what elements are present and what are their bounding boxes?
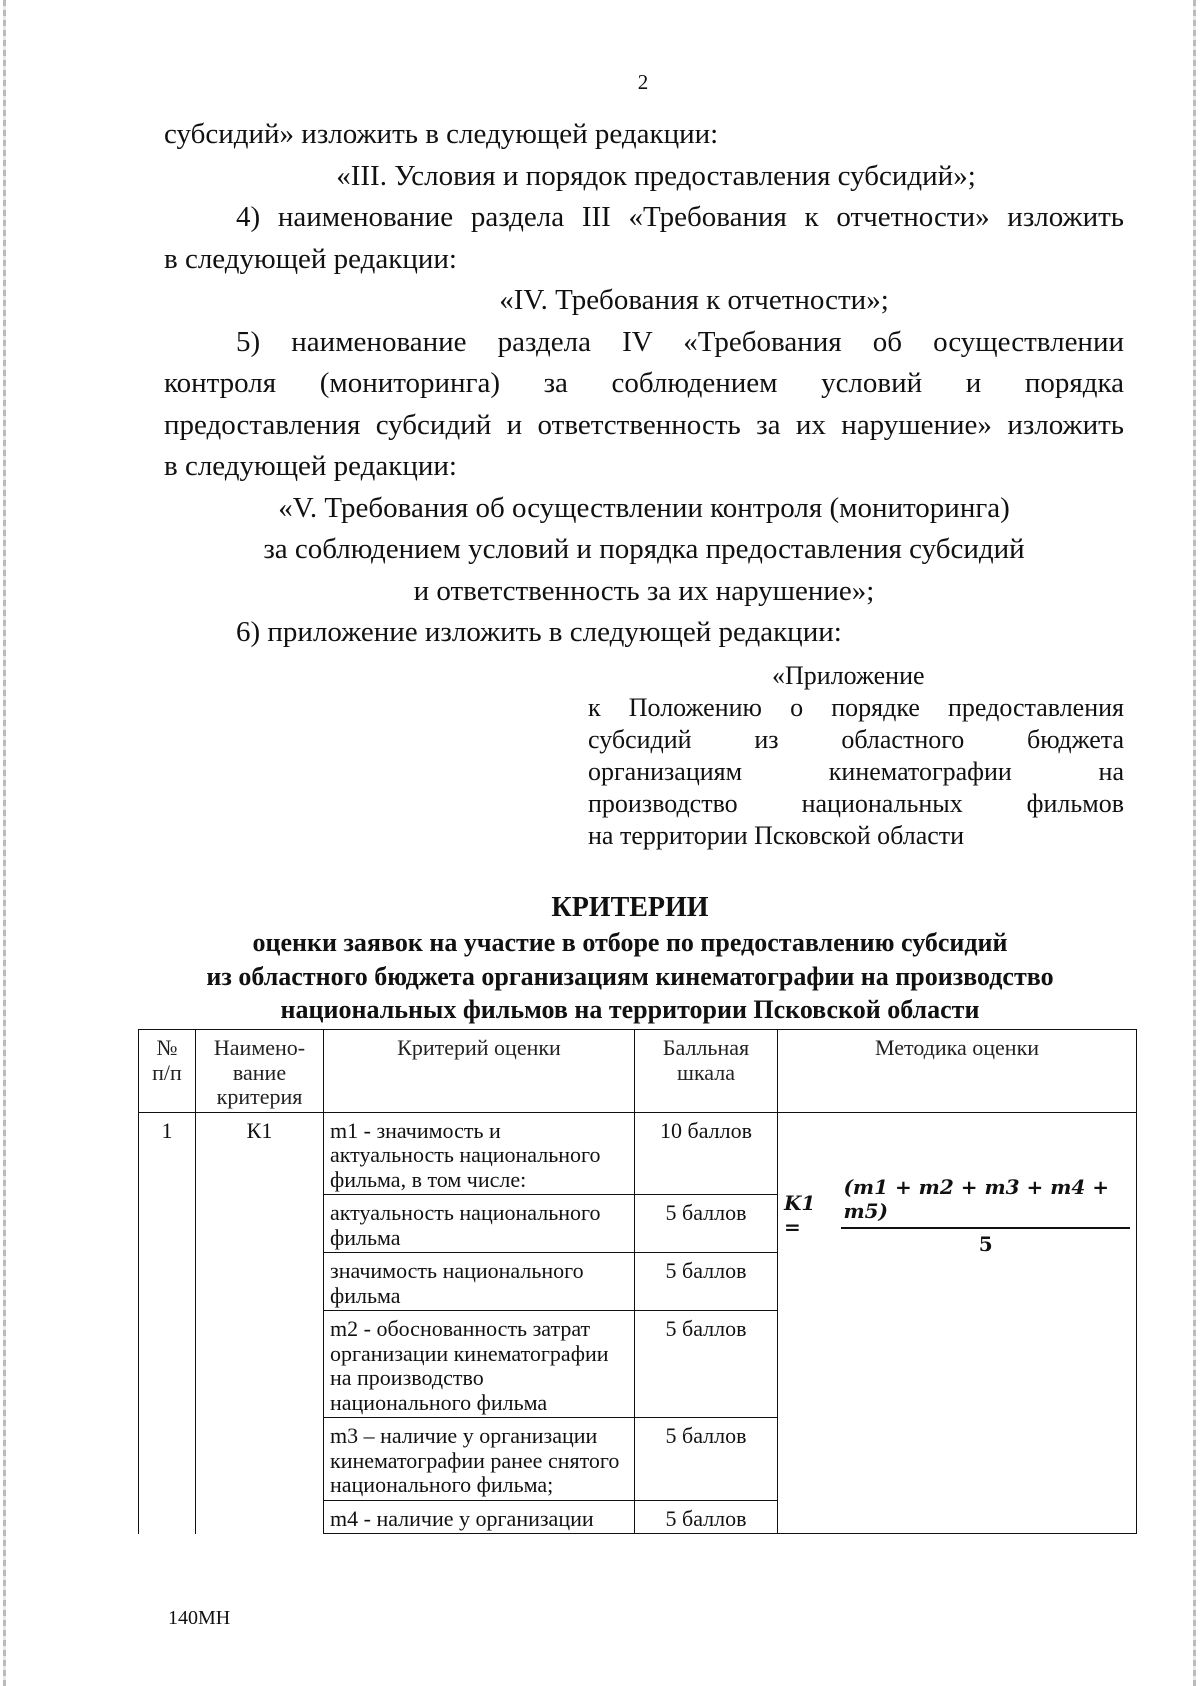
appendix-line: субсидий из областного бюджета <box>588 725 1124 754</box>
appendix-line: организациям кинематографии на <box>588 757 1124 786</box>
scale-cell: 10 баллов <box>635 1112 778 1195</box>
scan-edge-left <box>3 0 6 1686</box>
appendix-line: производство национальных фильмов <box>588 789 1124 818</box>
scale-cell: 5 баллов <box>635 1418 778 1501</box>
section-title-v: за соблюдением условий и порядка предоставления субсидий <box>263 533 1025 565</box>
paragraph-line: 5) наименование раздела IV «Требования об осуществлении <box>236 325 1124 358</box>
paragraph-line: контроля (мониторинга) за соблюдением условий и порядка <box>164 367 1124 399</box>
criteria-title: КРИТЕРИИ <box>551 892 709 923</box>
k1-formula <box>784 1175 1130 1257</box>
appendix-line: к Положению о порядке предоставления <box>588 693 1124 722</box>
formula-lhs: K1 = <box>784 1190 816 1240</box>
paragraph-line: в следующей редакции: <box>164 242 457 275</box>
scan-edge-right <box>1193 0 1196 1686</box>
table-header-row <box>139 1030 1137 1113</box>
criteria-table <box>138 1029 1137 1534</box>
criteria-subtitle: из областного бюджета организациям кинематографии на производство <box>206 961 1054 991</box>
paragraph-line: в следующей редакции: <box>164 450 457 482</box>
header-scale: Балльная шкала <box>635 1030 778 1113</box>
section-title-iv: «IV. Требования к отчетности»; <box>499 284 889 316</box>
row-name: К1 <box>196 1112 324 1534</box>
criterion-cell: значимость национального фильма <box>324 1253 635 1311</box>
page-number: 2 <box>637 70 649 94</box>
row-number: 1 <box>139 1112 196 1534</box>
paragraph-line: 4) наименование раздела III «Требования к отчетности» изложить <box>236 201 1124 233</box>
criteria-subtitle: оценки заявок на участие в отборе по предоставлению субсидий <box>252 928 1008 957</box>
scale-cell: 5 баллов <box>635 1253 778 1311</box>
formula-denominator: 5 <box>978 1231 993 1256</box>
scale-cell: 5 баллов <box>635 1500 778 1534</box>
formula-numerator: (m1 + m2 + m3 + m4 + m5) <box>841 1175 1130 1229</box>
appendix-title: «Приложение <box>772 661 925 690</box>
method-cell <box>778 1112 1137 1534</box>
paragraph-line: субсидий» изложить в следующей редакции: <box>164 118 719 150</box>
formula-fraction <box>841 1175 1130 1257</box>
header-no: № п/п <box>139 1030 196 1113</box>
criterion-cell: актуальность национального фильма <box>324 1195 635 1253</box>
criterion-cell: m1 - значимость и актуальность национального фильма, в том числе: <box>324 1112 635 1195</box>
footer-code: 140МН <box>168 1607 231 1629</box>
section-title-iii: «III. Условия и порядок предоставления субсидий»; <box>336 159 976 192</box>
criterion-cell: m3 – наличие у организации кинематографии ранее снятого национального фильма; <box>324 1418 635 1501</box>
appendix-line: на территории Псковской области <box>588 821 965 850</box>
header-criterion: Критерий оценки <box>324 1030 635 1113</box>
criteria-subtitle: национальных фильмов на территории Псковской области <box>280 995 980 1024</box>
criterion-cell: m2 - обоснованность затрат организации кинематографии на производство национального фильма <box>324 1311 635 1418</box>
header-name: Наимено-вание критерия <box>196 1030 324 1113</box>
section-title-v: «V. Требования об осуществлении контроля (мониторинга) <box>278 491 1010 524</box>
scale-cell: 5 баллов <box>635 1195 778 1253</box>
criteria-heading <box>130 890 1130 1027</box>
paragraph-line: 6) приложение изложить в следующей редакции: <box>236 616 842 648</box>
table-row <box>139 1112 1137 1195</box>
criterion-cell: m4 - наличие у организации <box>324 1500 635 1534</box>
scale-cell: 5 баллов <box>635 1311 778 1418</box>
appendix-block <box>588 660 1124 852</box>
paragraph-line: предоставления субсидий и ответственность за их нарушение» изложить <box>164 408 1124 441</box>
body-text <box>164 114 1124 654</box>
section-title-v: и ответственность за их нарушение»; <box>413 574 875 607</box>
header-method: Методика оценки <box>778 1030 1137 1113</box>
